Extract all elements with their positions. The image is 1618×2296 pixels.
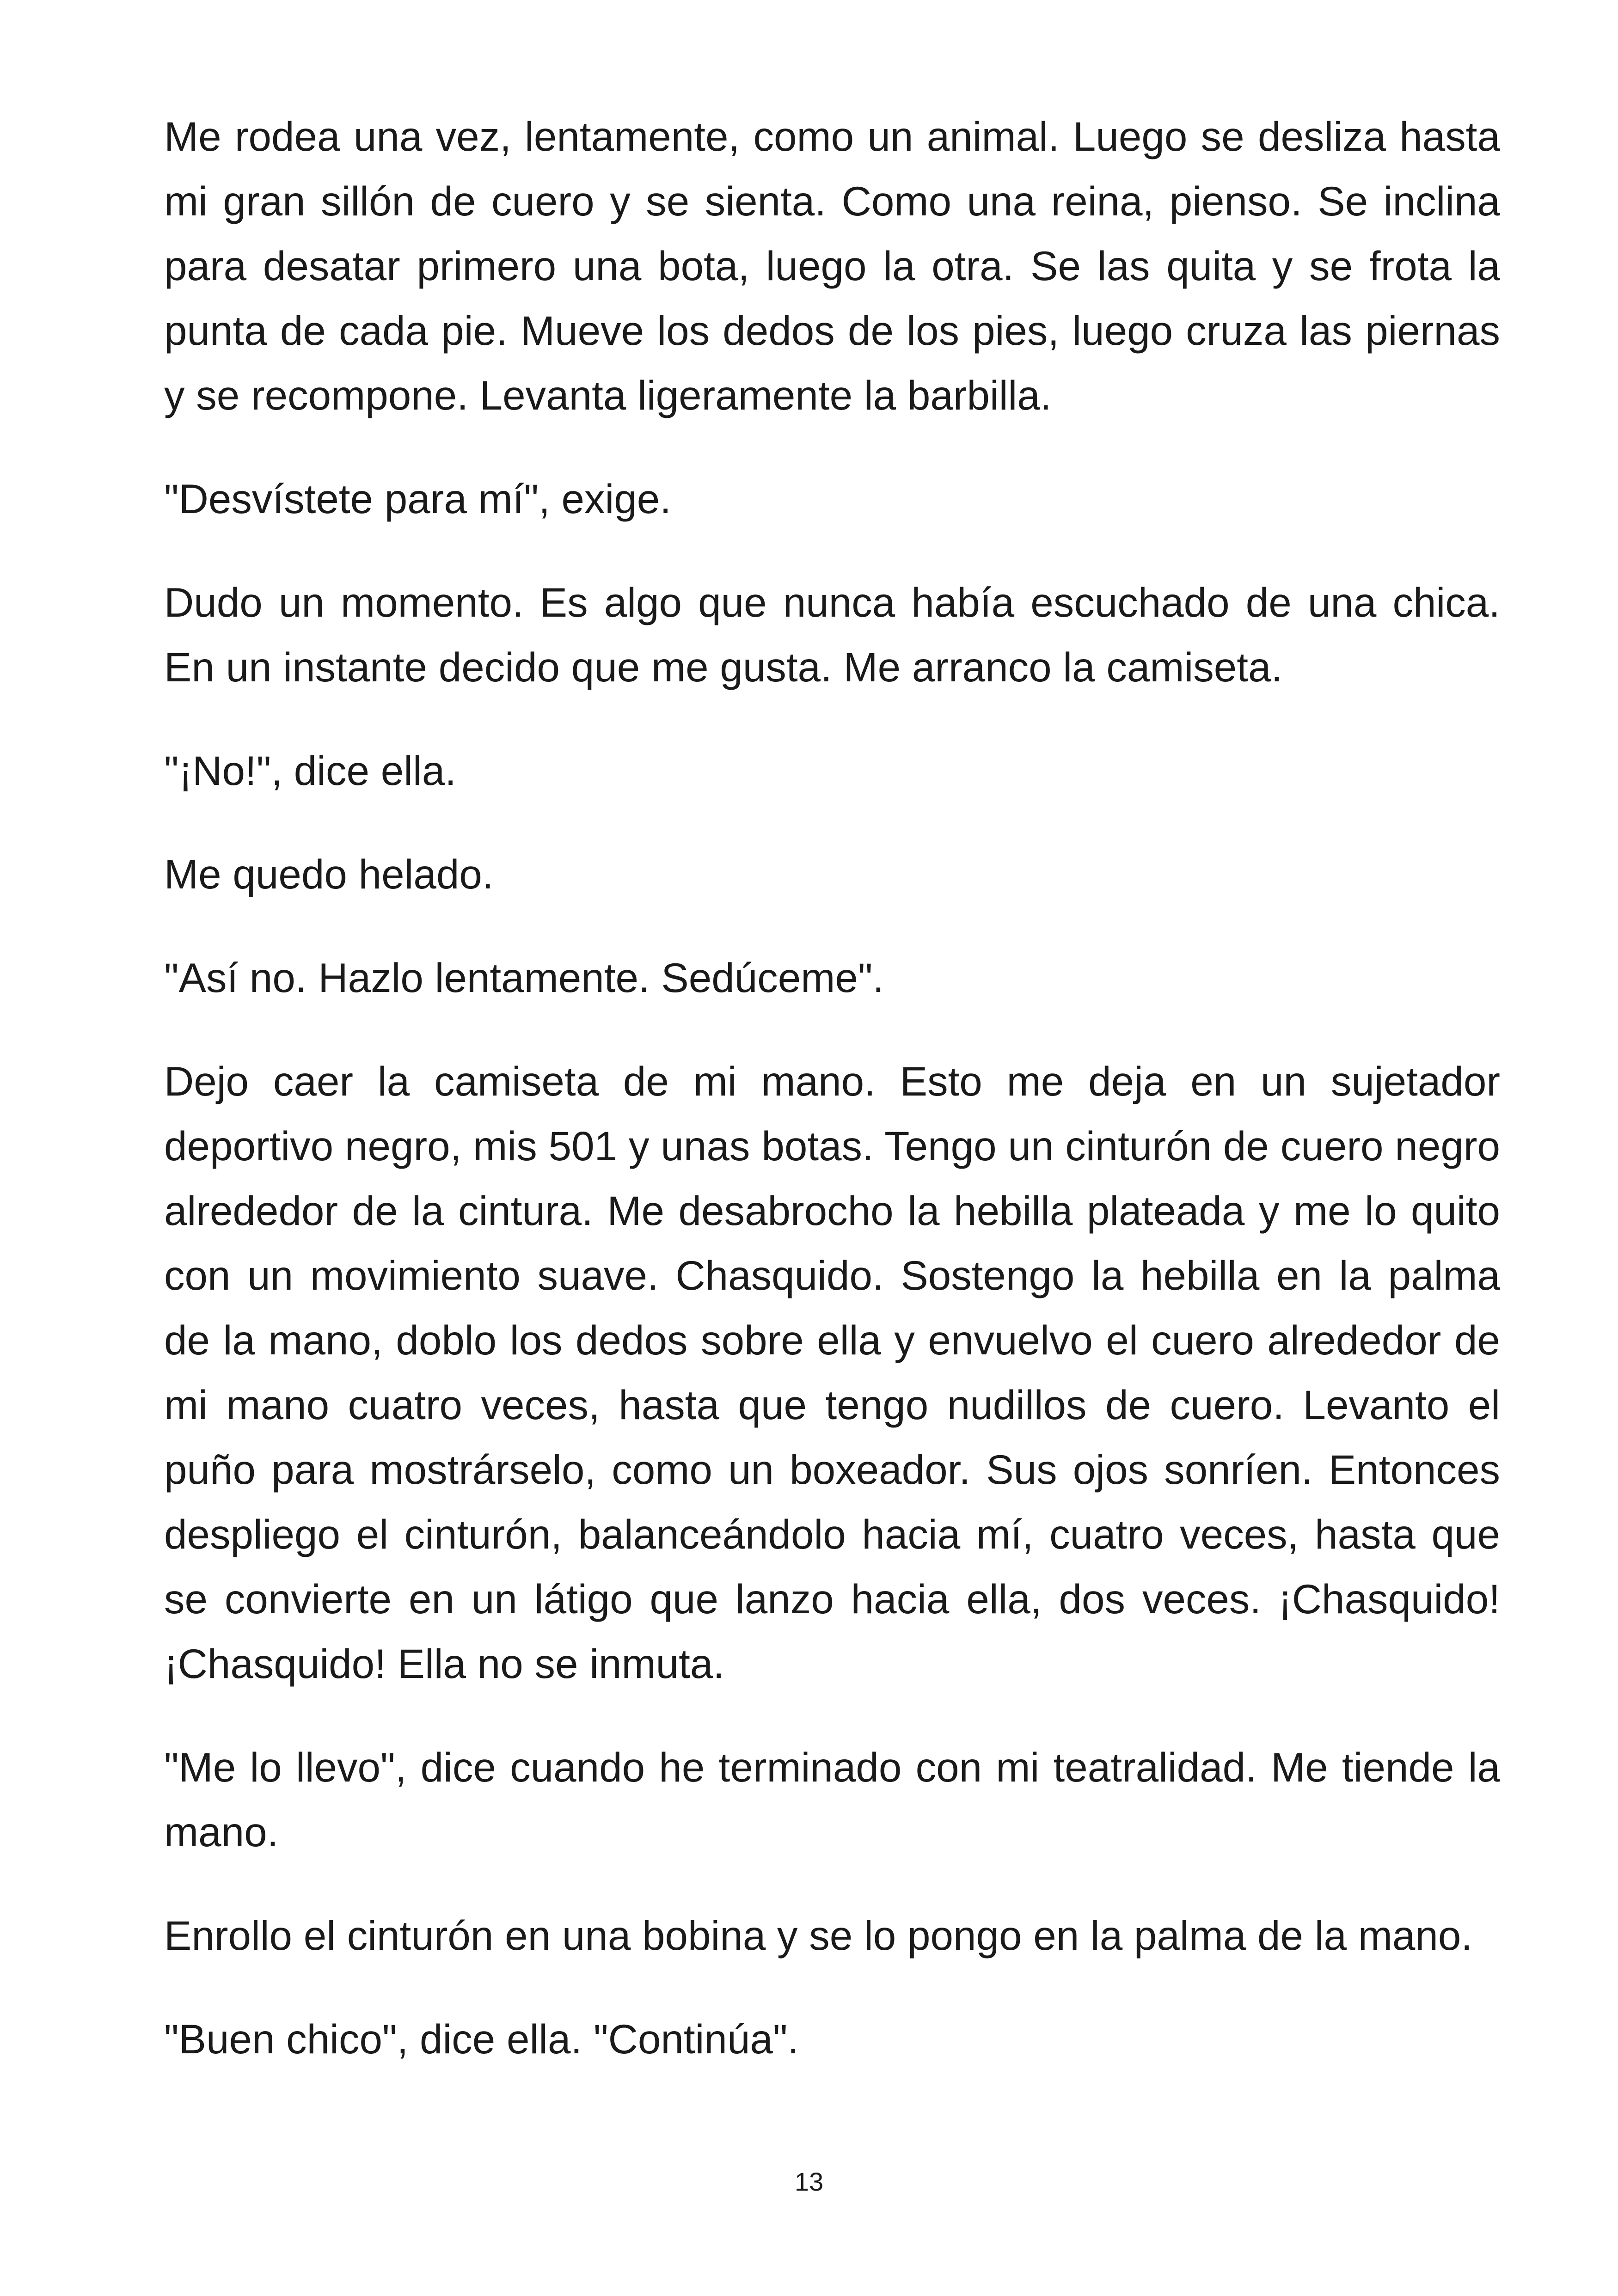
paragraph: Dudo un momento. Es algo que nunca había escuchado de una chica. En un instante decido que me gusta. Me arranco la camiseta.: [164, 579, 1500, 690]
paragraph: "Desvístete para mí", exige.: [164, 476, 672, 522]
paragraph: "Me lo llevo", dice cuando he terminado con mi teatralidad. Me tiende la mano.: [164, 1744, 1500, 1855]
page-number: 13: [794, 2167, 824, 2196]
paragraph: Me quedo helado.: [164, 851, 494, 897]
paragraph: "Así no. Hazlo lentamente. Sedúceme".: [164, 955, 884, 1001]
paragraph: Enrollo el cinturón en una bobina y se lo pongo en la palma de la mano.: [164, 1912, 1473, 1959]
body-text: [164, 104, 1500, 2110]
paragraph: "¡No!", dice ella.: [164, 747, 457, 794]
paragraph: Dejo caer la camiseta de mi mano. Esto me deja en un sujetador deportivo negro, mis 501 y unas botas. Tengo un cinturón de cuero negro alrededor de la cintura. Me desabrocho la hebilla plateada y me lo quito con un movimiento suave. Chasquido. Sostengo la hebilla en la palma de la mano, doblo los dedos sobre ella y envuelvo el cuero alrededor de mi mano cuatro veces, hasta que tengo nudillos de cuero. Levanto el puño para mostrárselo, como un boxeador. Sus ojos sonríen. Entonces despliego el cinturón, balanceándolo hacia mí, cuatro veces, hasta que se convierte en un látigo que lanzo hacia ella, dos veces. ¡Chasquido! ¡Chasquido! Ella no se inmuta.: [164, 1058, 1500, 1687]
paragraph: Me rodea una vez, lentamente, como un animal. Luego se desliza hasta mi gran sillón de cuero y se sienta. Como una reina, pienso. Se inclina para desatar primero una bota, luego la otra. Se las quita y se frota la punta de cada pie. Mueve los dedos de los pies, luego cruza las piernas y se recompone. Levanta ligeramente la barbilla.: [164, 113, 1500, 418]
paragraph: "Buen chico", dice ella. "Continúa".: [164, 2016, 799, 2062]
